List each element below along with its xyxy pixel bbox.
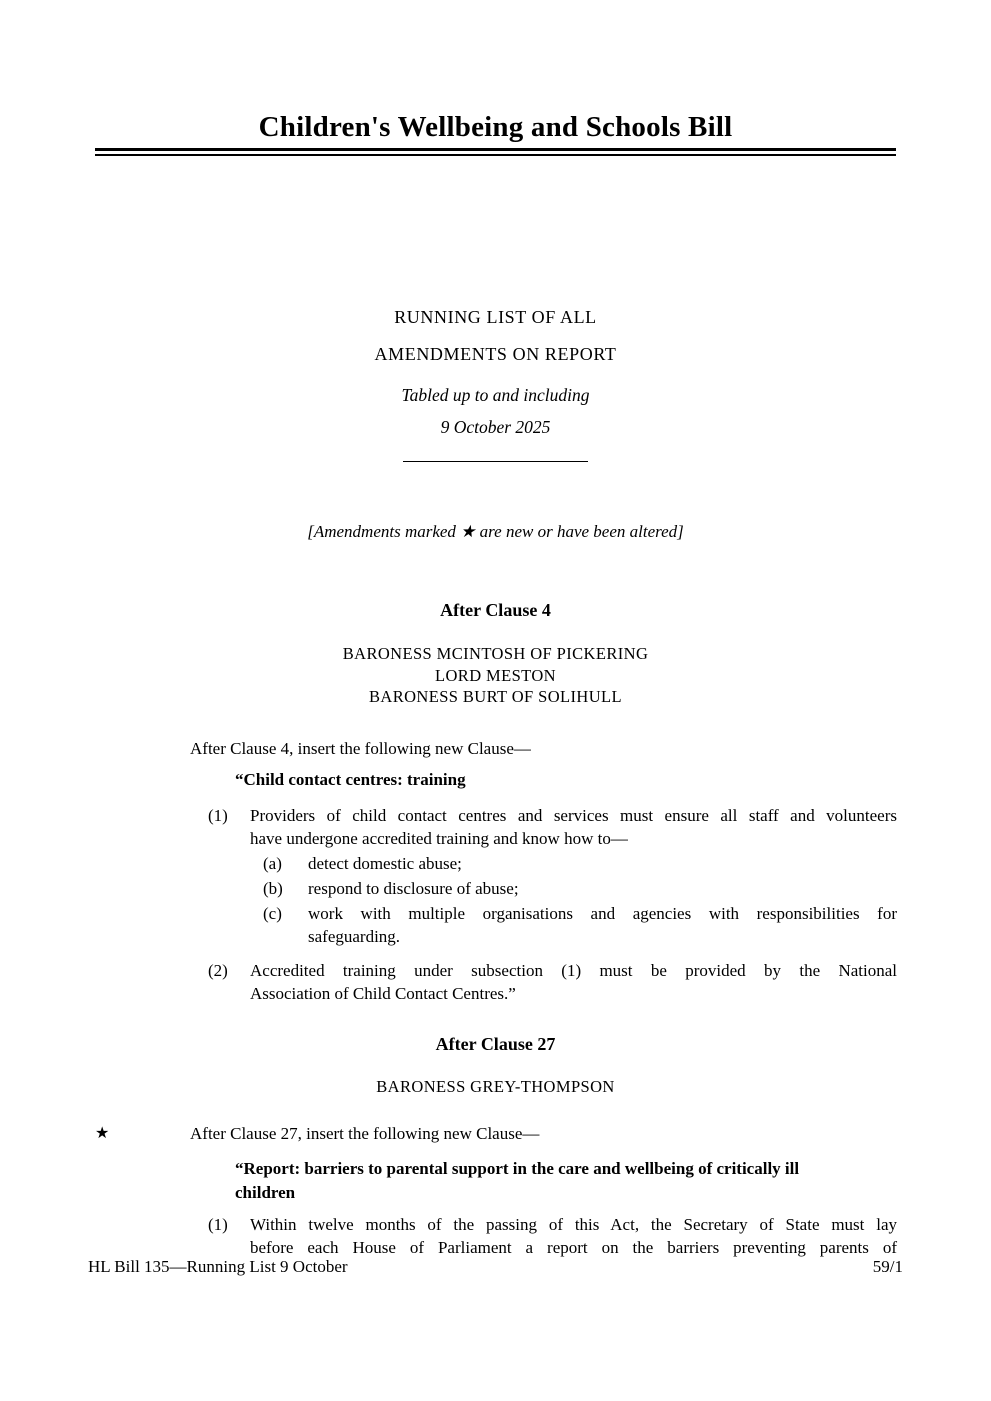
amendment-instruction: After Clause 4, insert the following new Clause— <box>190 738 531 758</box>
provision-number: (2) <box>208 960 228 980</box>
amendment-instruction <box>95 1122 897 1146</box>
subitem-text-line: respond to disclosure of abuse; <box>308 878 519 898</box>
title-rule <box>95 148 896 156</box>
new-amendment-star-icon: ★ <box>95 1125 110 1143</box>
subitem-text <box>308 852 897 875</box>
provision-text <box>250 804 897 948</box>
page-footer <box>88 1255 903 1279</box>
new-clause-title <box>235 1157 897 1205</box>
section-heading-after-clause-27: After Clause 27 <box>435 1033 556 1054</box>
provision-text-line: Accredited training under subsection (1) must be provided by the National <box>250 960 897 980</box>
star-legend-note: [Amendments marked ★ are new or have been altered] <box>307 522 684 542</box>
sponsor-name: LORD MESTON <box>435 665 556 685</box>
provision <box>208 959 897 1005</box>
sponsor-list <box>0 1076 991 1098</box>
provision-text-line: Within twelve months of the passing of this Act, the Secretary of State must lay <box>250 1215 897 1235</box>
provision <box>208 804 897 948</box>
section-heading-after-clause-4: After Clause 4 <box>440 600 551 621</box>
subitem-text <box>308 902 897 948</box>
subitem <box>263 877 897 900</box>
provision <box>208 1213 897 1259</box>
sponsor-name: BARONESS MCINTOSH OF PICKERING <box>342 644 649 664</box>
subitem-text-line: safeguarding. <box>308 926 401 946</box>
subitem-letter: (b) <box>263 878 283 898</box>
provision-text-line: Providers of child contact centres and services must ensure all staff and volunteers <box>250 805 897 825</box>
subitem-list <box>250 852 897 948</box>
footer-bill-reference: HL Bill 135—Running List 9 October <box>88 1257 348 1276</box>
new-clause-title <box>235 768 897 792</box>
subitem-text <box>308 877 897 900</box>
title-rule-thin <box>95 154 896 156</box>
subitem-letter: (c) <box>263 903 282 923</box>
tabled-up-to-line: Tabled up to and including <box>401 384 590 405</box>
subitem-text-line: detect domestic abuse; <box>308 853 462 873</box>
new-clause-title-line: “Report: barriers to parental support in the care and wellbeing of critically ill <box>235 1159 800 1179</box>
subitem <box>263 852 897 875</box>
bill-title: Children's Wellbeing and Schools Bill <box>258 111 733 143</box>
provision-text-line: before each House of Parliament a report on the barriers preventing parents of <box>250 1238 897 1258</box>
sponsor-name: BARONESS GREY-THOMPSON <box>376 1076 615 1096</box>
running-list-heading-line2: AMENDMENTS ON REPORT <box>374 343 617 364</box>
new-clause-title-line: children <box>235 1183 296 1203</box>
subitem-text-line: work with multiple organisations and agencies with responsibilities for <box>308 903 897 923</box>
sponsor-list <box>0 643 991 708</box>
provision-text <box>250 1213 897 1259</box>
subitem-letter: (a) <box>263 853 282 873</box>
footer-page-number: 59/1 <box>872 1257 903 1276</box>
running-list-heading-line1: RUNNING LIST OF ALL <box>394 306 597 327</box>
new-clause-title-line: “Child contact centres: training <box>235 769 466 789</box>
amendment-instruction-text: After Clause 27, insert the following new Clause— <box>190 1124 540 1144</box>
provision-number: (1) <box>208 805 228 825</box>
provision-text-line: have undergone accredited training and know how to— <box>250 828 628 848</box>
separator-rule <box>403 461 588 463</box>
sponsor-name: BARONESS BURT OF SOLIHULL <box>368 687 623 707</box>
subitem <box>263 902 897 948</box>
provision-text-line: Association of Child Contact Centres.” <box>250 983 516 1003</box>
provision-number: (1) <box>208 1215 228 1235</box>
tabled-date-line: 9 October 2025 <box>440 416 551 437</box>
provision-text <box>250 959 897 1005</box>
